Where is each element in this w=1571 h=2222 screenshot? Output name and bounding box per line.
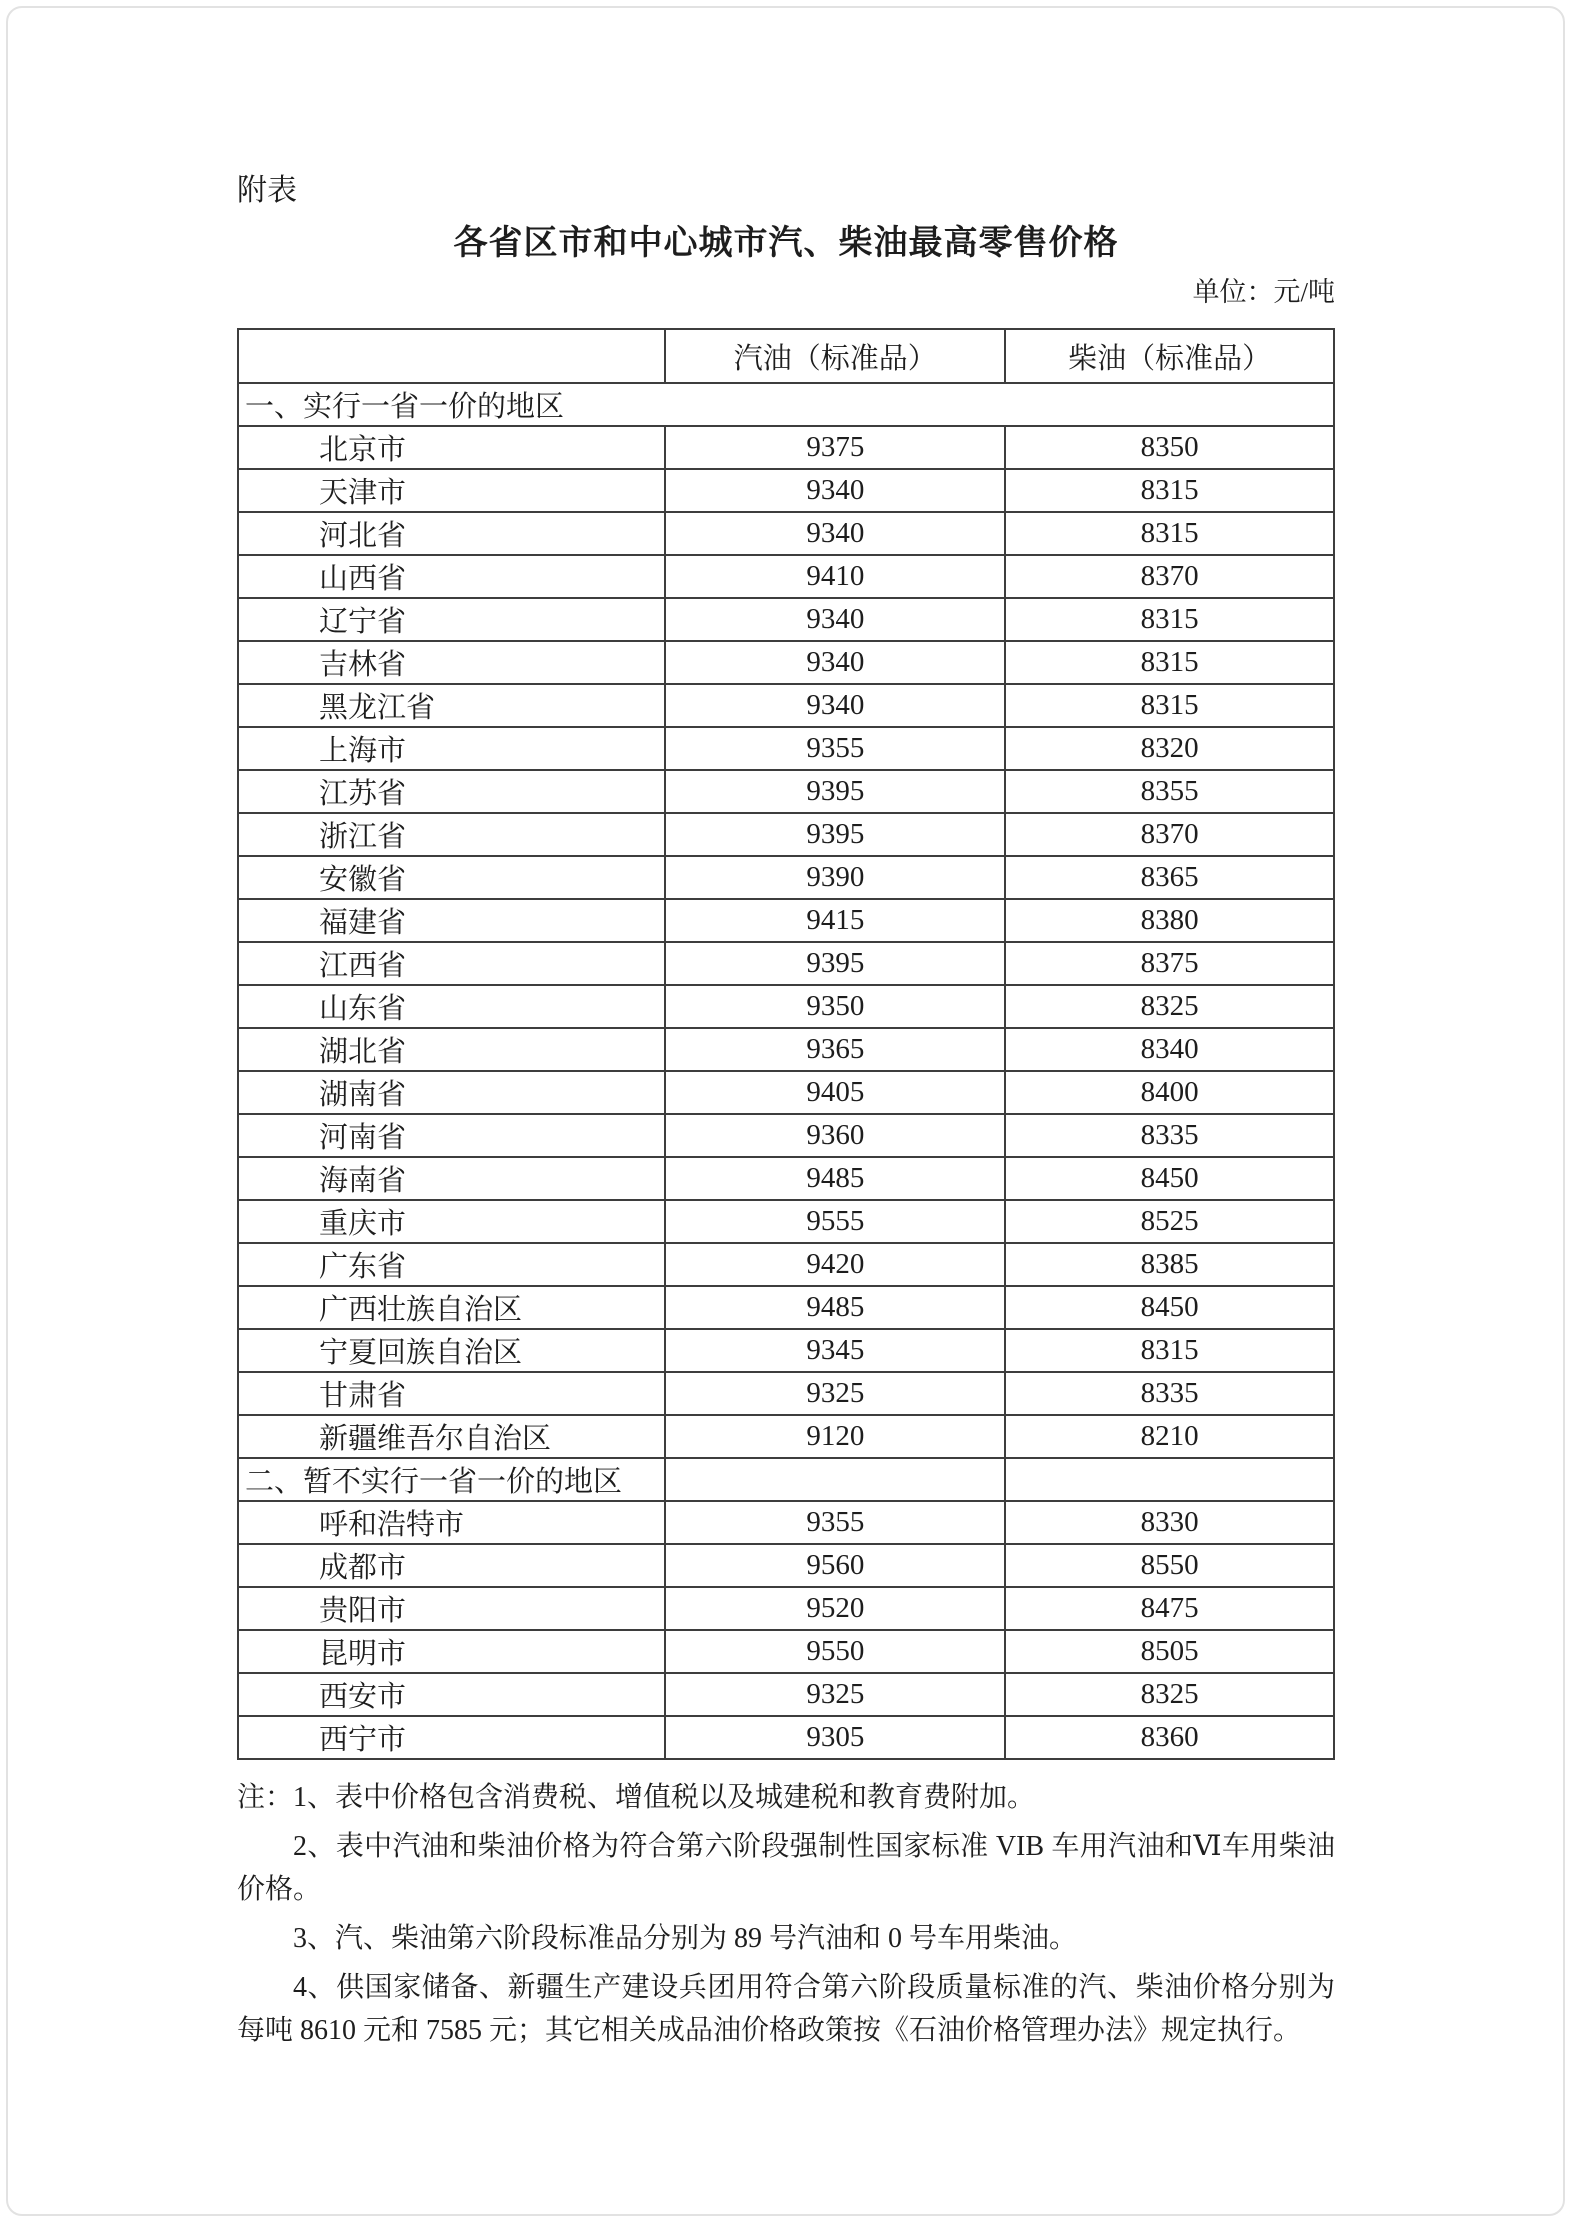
diesel-price-cell: 8550 xyxy=(1005,1544,1334,1587)
diesel-price-cell: 8360 xyxy=(1005,1716,1334,1759)
diesel-price-cell: 8355 xyxy=(1005,770,1334,813)
region-cell: 浙江省 xyxy=(238,813,665,856)
table-row xyxy=(238,1114,1334,1157)
region-cell: 上海市 xyxy=(238,727,665,770)
diesel-price-cell: 8450 xyxy=(1005,1286,1334,1329)
gasoline-price-cell: 9395 xyxy=(665,942,1005,985)
region-cell: 江苏省 xyxy=(238,770,665,813)
diesel-price-cell: 8315 xyxy=(1005,469,1334,512)
table-row xyxy=(238,1544,1334,1587)
region-cell: 昆明市 xyxy=(238,1630,665,1673)
empty-cell xyxy=(1005,1458,1334,1501)
table-row xyxy=(238,1329,1334,1372)
page-title: 各省区市和中心城市汽、柴油最高零售价格 xyxy=(453,224,1119,262)
note-line: 注：1、表中价格包含消费税、增值税以及城建税和教育费附加。 xyxy=(237,1782,1036,1813)
table-row xyxy=(238,1501,1334,1544)
gasoline-price-cell: 9390 xyxy=(665,856,1005,899)
table-row xyxy=(238,426,1334,469)
note-line: 3、汽、柴油第六阶段标准品分别为 89 号汽油和 0 号车用柴油。 xyxy=(293,1923,1078,1954)
gasoline-price-cell: 9375 xyxy=(665,426,1005,469)
gasoline-price-cell: 9340 xyxy=(665,598,1005,641)
note-line: 4、供国家储备、新疆生产建设兵团用符合第六阶段质量标准的汽、柴油价格分别为每吨 8610 元和 7585 元；其它相关成品油价格政策按《石油价格管理办法》规定执行。 xyxy=(237,1972,1335,2046)
diesel-price-cell: 8505 xyxy=(1005,1630,1334,1673)
diesel-price-cell: 8525 xyxy=(1005,1200,1334,1243)
diesel-price-cell: 8365 xyxy=(1005,856,1334,899)
gasoline-price-cell: 9560 xyxy=(665,1544,1005,1587)
region-cell: 黑龙江省 xyxy=(238,684,665,727)
diesel-price-cell: 8340 xyxy=(1005,1028,1334,1071)
table-row xyxy=(238,598,1334,641)
diesel-price-cell: 8325 xyxy=(1005,1673,1334,1716)
diesel-price-cell: 8385 xyxy=(1005,1243,1334,1286)
diesel-price-cell: 8370 xyxy=(1005,813,1334,856)
document-content xyxy=(237,0,1335,2052)
table-row xyxy=(238,727,1334,770)
gasoline-price-cell: 9550 xyxy=(665,1630,1005,1673)
table-row xyxy=(238,942,1334,985)
gasoline-price-cell: 9325 xyxy=(665,1673,1005,1716)
region-cell: 甘肃省 xyxy=(238,1372,665,1415)
table-row xyxy=(238,555,1334,598)
section-header-cell: 二、暂不实行一省一价的地区 xyxy=(238,1458,665,1501)
region-cell: 西安市 xyxy=(238,1673,665,1716)
gasoline-price-cell: 9420 xyxy=(665,1243,1005,1286)
diesel-price-cell: 8325 xyxy=(1005,985,1334,1028)
doc-annotation: 附表 xyxy=(237,174,297,207)
gasoline-price-cell: 9340 xyxy=(665,512,1005,555)
diesel-price-cell: 8380 xyxy=(1005,899,1334,942)
diesel-price-cell: 8315 xyxy=(1005,684,1334,727)
gasoline-price-cell: 9395 xyxy=(665,770,1005,813)
gasoline-price-cell: 9555 xyxy=(665,1200,1005,1243)
table-row xyxy=(238,1372,1334,1415)
gasoline-price-cell: 9305 xyxy=(665,1716,1005,1759)
diesel-price-cell: 8370 xyxy=(1005,555,1334,598)
table-row xyxy=(238,641,1334,684)
region-cell: 福建省 xyxy=(238,899,665,942)
table-row xyxy=(238,1587,1334,1630)
gasoline-price-cell: 9485 xyxy=(665,1286,1005,1329)
gasoline-price-cell: 9355 xyxy=(665,1501,1005,1544)
table-row xyxy=(238,770,1334,813)
column-header-region xyxy=(238,329,665,383)
table-body xyxy=(238,383,1334,1759)
gasoline-price-cell: 9340 xyxy=(665,641,1005,684)
gasoline-price-cell: 9345 xyxy=(665,1329,1005,1372)
gasoline-price-cell: 9350 xyxy=(665,985,1005,1028)
diesel-price-cell: 8450 xyxy=(1005,1157,1334,1200)
table-row xyxy=(238,813,1334,856)
diesel-price-cell: 8475 xyxy=(1005,1587,1334,1630)
diesel-price-cell: 8315 xyxy=(1005,598,1334,641)
header-row xyxy=(238,329,1334,383)
column-header-gasoline: 汽油（标准品） xyxy=(665,329,1005,383)
note-line: 2、表中汽油和柴油价格为符合第六阶段强制性国家标准 VIB 车用汽油和Ⅵ车用柴油价格。 xyxy=(237,1831,1335,1905)
diesel-price-cell: 8400 xyxy=(1005,1071,1334,1114)
region-cell: 北京市 xyxy=(238,426,665,469)
gasoline-price-cell: 9340 xyxy=(665,684,1005,727)
gasoline-price-cell: 9365 xyxy=(665,1028,1005,1071)
region-cell: 广西壮族自治区 xyxy=(238,1286,665,1329)
region-cell: 成都市 xyxy=(238,1544,665,1587)
diesel-price-cell: 8210 xyxy=(1005,1415,1334,1458)
table-row xyxy=(238,469,1334,512)
diesel-price-cell: 8335 xyxy=(1005,1372,1334,1415)
region-cell: 西宁市 xyxy=(238,1716,665,1759)
price-table xyxy=(237,328,1335,1760)
diesel-price-cell: 8315 xyxy=(1005,1329,1334,1372)
gasoline-price-cell: 9415 xyxy=(665,899,1005,942)
table-row xyxy=(238,1716,1334,1759)
table-row xyxy=(238,856,1334,899)
table-row xyxy=(238,1200,1334,1243)
table-row xyxy=(238,1630,1334,1673)
gasoline-price-cell: 9325 xyxy=(665,1372,1005,1415)
region-cell: 湖南省 xyxy=(238,1071,665,1114)
region-cell: 贵阳市 xyxy=(238,1587,665,1630)
region-cell: 河北省 xyxy=(238,512,665,555)
gasoline-price-cell: 9485 xyxy=(665,1157,1005,1200)
region-cell: 山东省 xyxy=(238,985,665,1028)
table-row xyxy=(238,1243,1334,1286)
gasoline-price-cell: 9405 xyxy=(665,1071,1005,1114)
gasoline-price-cell: 9520 xyxy=(665,1587,1005,1630)
table-row xyxy=(238,899,1334,942)
region-cell: 吉林省 xyxy=(238,641,665,684)
diesel-price-cell: 8335 xyxy=(1005,1114,1334,1157)
table-row xyxy=(238,684,1334,727)
region-cell: 安徽省 xyxy=(238,856,665,899)
region-cell: 重庆市 xyxy=(238,1200,665,1243)
gasoline-price-cell: 9360 xyxy=(665,1114,1005,1157)
section-header-row xyxy=(238,383,1334,426)
table-row xyxy=(238,1673,1334,1716)
region-cell: 辽宁省 xyxy=(238,598,665,641)
region-cell: 新疆维吾尔自治区 xyxy=(238,1415,665,1458)
section-header-cell: 一、实行一省一价的地区 xyxy=(238,383,1334,426)
region-cell: 呼和浩特市 xyxy=(238,1501,665,1544)
diesel-price-cell: 8330 xyxy=(1005,1501,1334,1544)
region-cell: 河南省 xyxy=(238,1114,665,1157)
table-row xyxy=(238,1286,1334,1329)
table-row xyxy=(238,1071,1334,1114)
gasoline-price-cell: 9410 xyxy=(665,555,1005,598)
section-header-row xyxy=(238,1458,1334,1501)
table-row xyxy=(238,1028,1334,1071)
diesel-price-cell: 8315 xyxy=(1005,512,1334,555)
gasoline-price-cell: 9340 xyxy=(665,469,1005,512)
region-cell: 宁夏回族自治区 xyxy=(238,1329,665,1372)
diesel-price-cell: 8320 xyxy=(1005,727,1334,770)
gasoline-price-cell: 9120 xyxy=(665,1415,1005,1458)
diesel-price-cell: 8350 xyxy=(1005,426,1334,469)
gasoline-price-cell: 9355 xyxy=(665,727,1005,770)
table-row xyxy=(238,1415,1334,1458)
column-header-diesel: 柴油（标准品） xyxy=(1005,329,1334,383)
region-cell: 山西省 xyxy=(238,555,665,598)
table-header xyxy=(238,329,1334,383)
table-row xyxy=(238,1157,1334,1200)
region-cell: 天津市 xyxy=(238,469,665,512)
table-row xyxy=(238,512,1334,555)
unit-label: 单位：元/吨 xyxy=(1192,277,1335,307)
table-row xyxy=(238,985,1334,1028)
gasoline-price-cell: 9395 xyxy=(665,813,1005,856)
region-cell: 江西省 xyxy=(238,942,665,985)
region-cell: 湖北省 xyxy=(238,1028,665,1071)
empty-cell xyxy=(665,1458,1005,1501)
region-cell: 海南省 xyxy=(238,1157,665,1200)
diesel-price-cell: 8315 xyxy=(1005,641,1334,684)
region-cell: 广东省 xyxy=(238,1243,665,1286)
notes-block xyxy=(237,1776,1335,2052)
diesel-price-cell: 8375 xyxy=(1005,942,1334,985)
